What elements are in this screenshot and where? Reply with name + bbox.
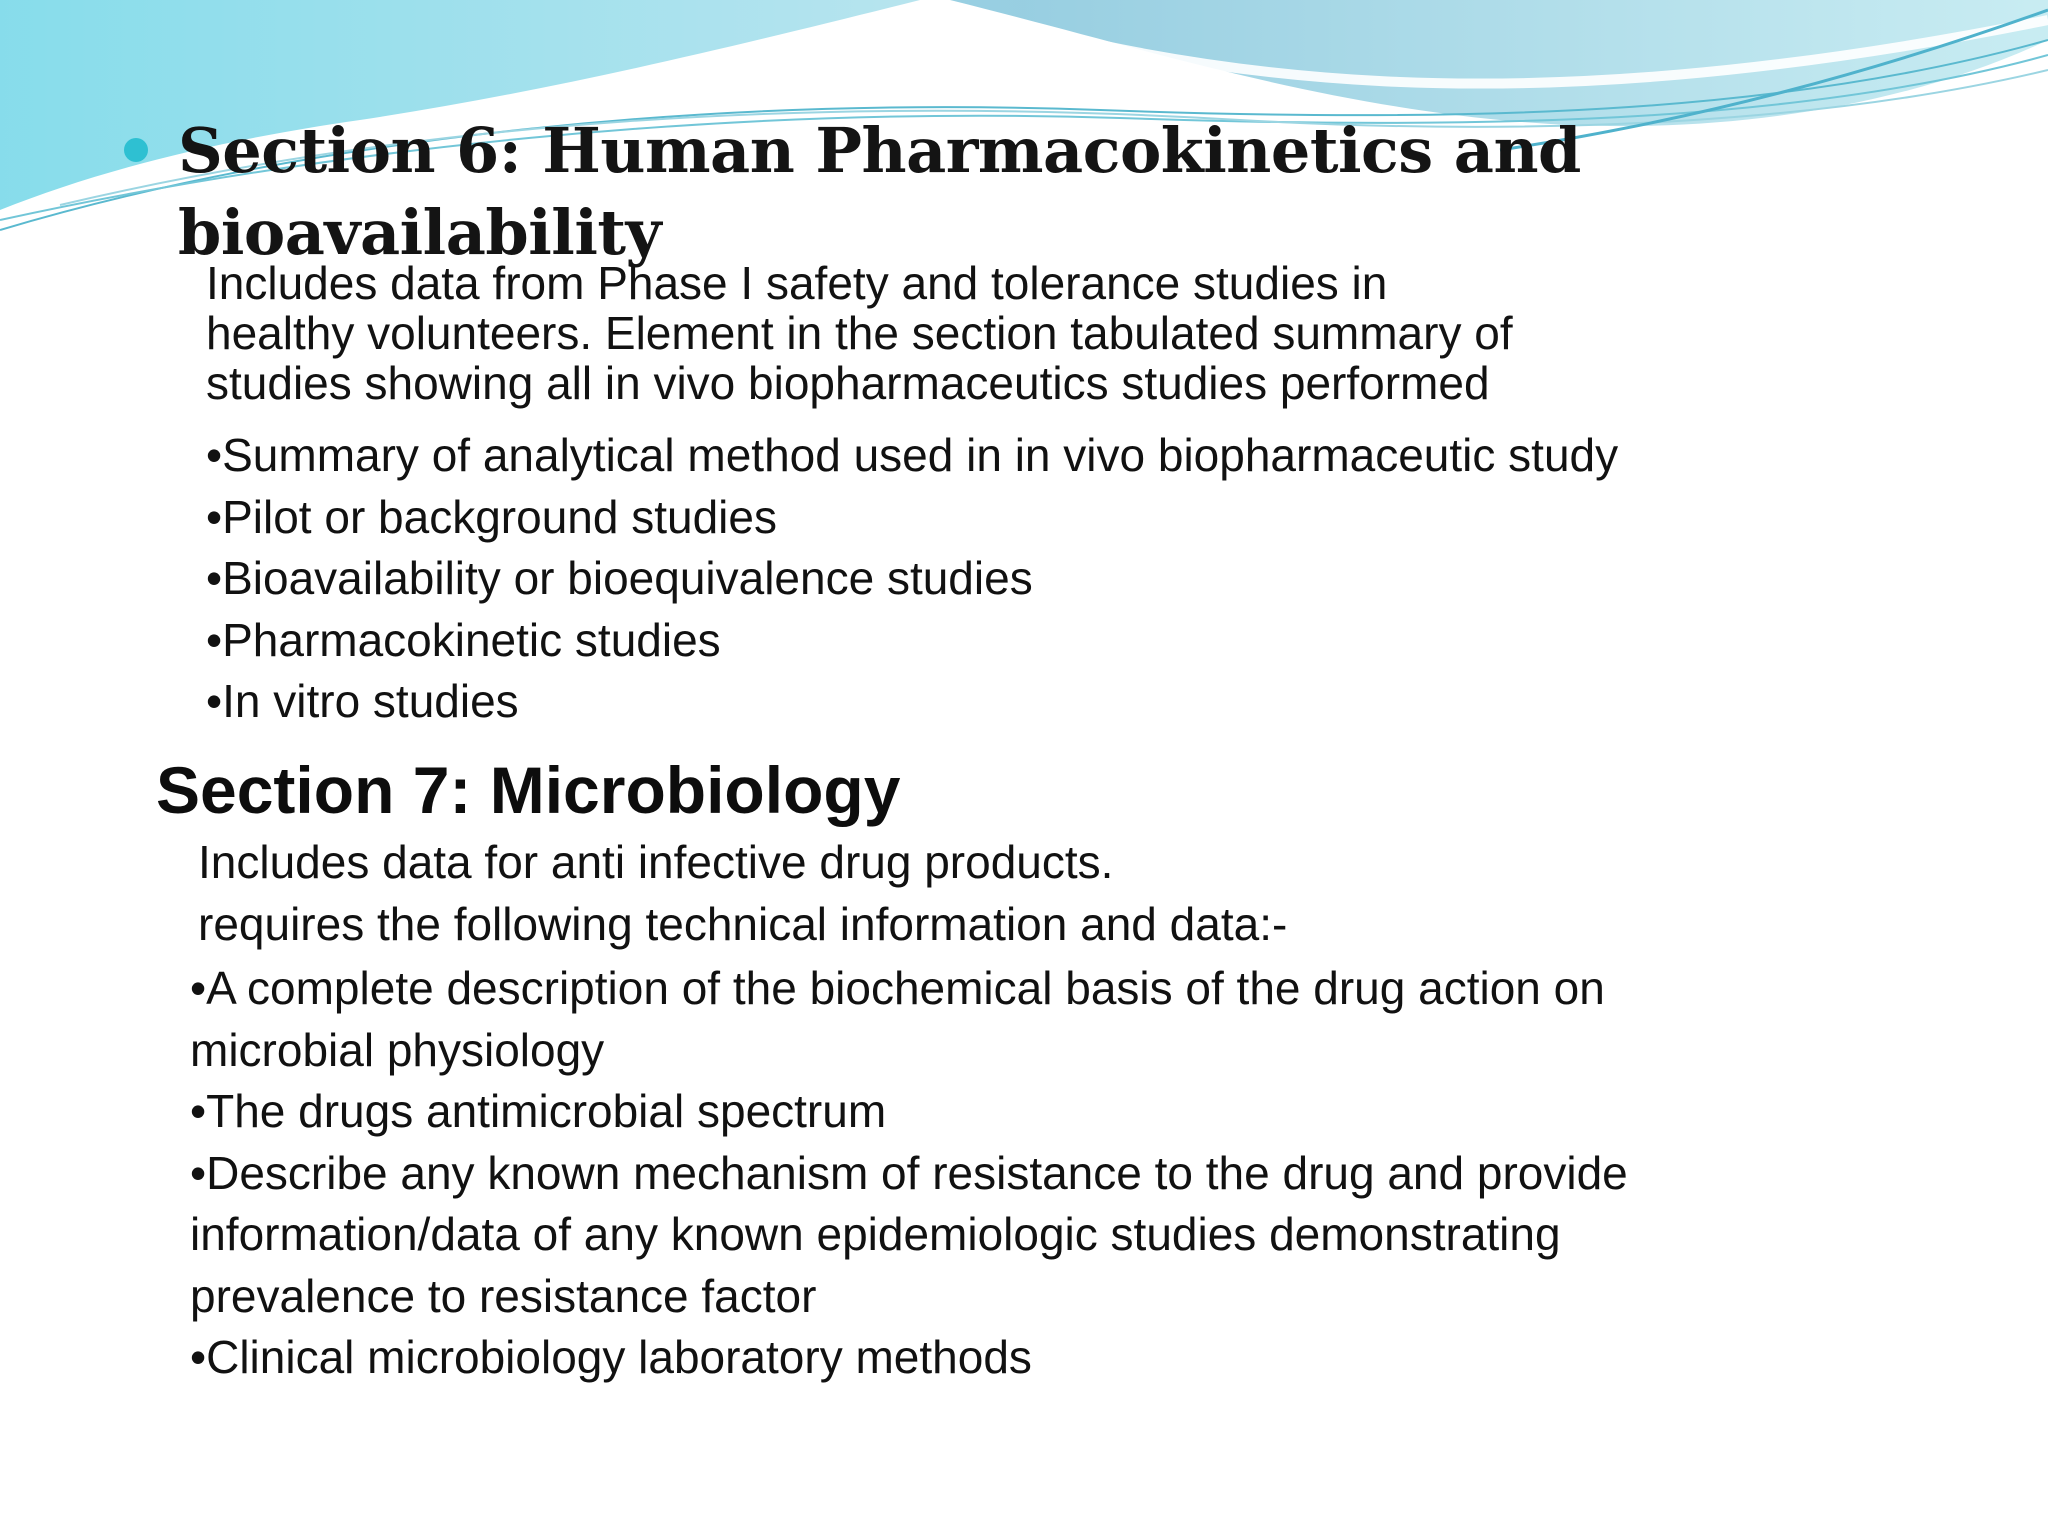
list-item-line: •Describe any known mechanism of resistance to the drug and provide: [190, 1146, 1628, 1199]
list-item: [190, 958, 1830, 1081]
section6-intro-line: studies showing all in vivo biopharmaceutics studies performed: [206, 357, 1490, 409]
list-item: •In vitro studies: [206, 675, 519, 727]
section6-intro-line: healthy volunteers. Element in the section tabulated summary of: [206, 307, 1513, 359]
section7-list: [190, 958, 1830, 1389]
section6-intro-line: Includes data from Phase I safety and tolerance studies in: [206, 257, 1388, 309]
section6-title: [178, 110, 1628, 274]
section7-intro-line: requires the following technical information and data:-: [198, 897, 1288, 950]
list-item: •Pilot or background studies: [206, 490, 777, 543]
list-item-line: microbial physiology: [190, 1023, 605, 1076]
list-item: •Bioavailability or bioequivalence studies: [206, 552, 1033, 604]
list-item: •Pharmacokinetic studies: [206, 613, 721, 666]
title-bullet-icon: [124, 138, 148, 162]
list-item-line: prevalence to resistance factor: [190, 1269, 817, 1322]
list-item-line: •Clinical microbiology laboratory methods: [190, 1331, 1032, 1383]
list-item-line: •A complete description of the biochemical basis of the drug action on: [190, 962, 1605, 1014]
list-item: [190, 1081, 1830, 1143]
list-item-line: •The drugs antimicrobial spectrum: [190, 1085, 887, 1137]
section6-title-line1: Section 6: Human Pharmacokinetics and: [178, 114, 1581, 187]
section7-title: Section 7: Microbiology: [156, 753, 901, 827]
section7-intro: [198, 832, 1798, 955]
list-item: •Summary of analytical method used in in vivo biopharmaceutic study: [206, 429, 1619, 481]
section7-intro-line: Includes data for anti infective drug products.: [198, 836, 1114, 888]
section6-list: [206, 425, 1826, 733]
list-item: [190, 1143, 1830, 1328]
list-item: [190, 1327, 1830, 1389]
list-item-line: information/data of any known epidemiologic studies demonstrating: [190, 1208, 1561, 1260]
section6-title-line2: bioavailability: [178, 196, 662, 269]
section6-intro: [206, 258, 1766, 408]
